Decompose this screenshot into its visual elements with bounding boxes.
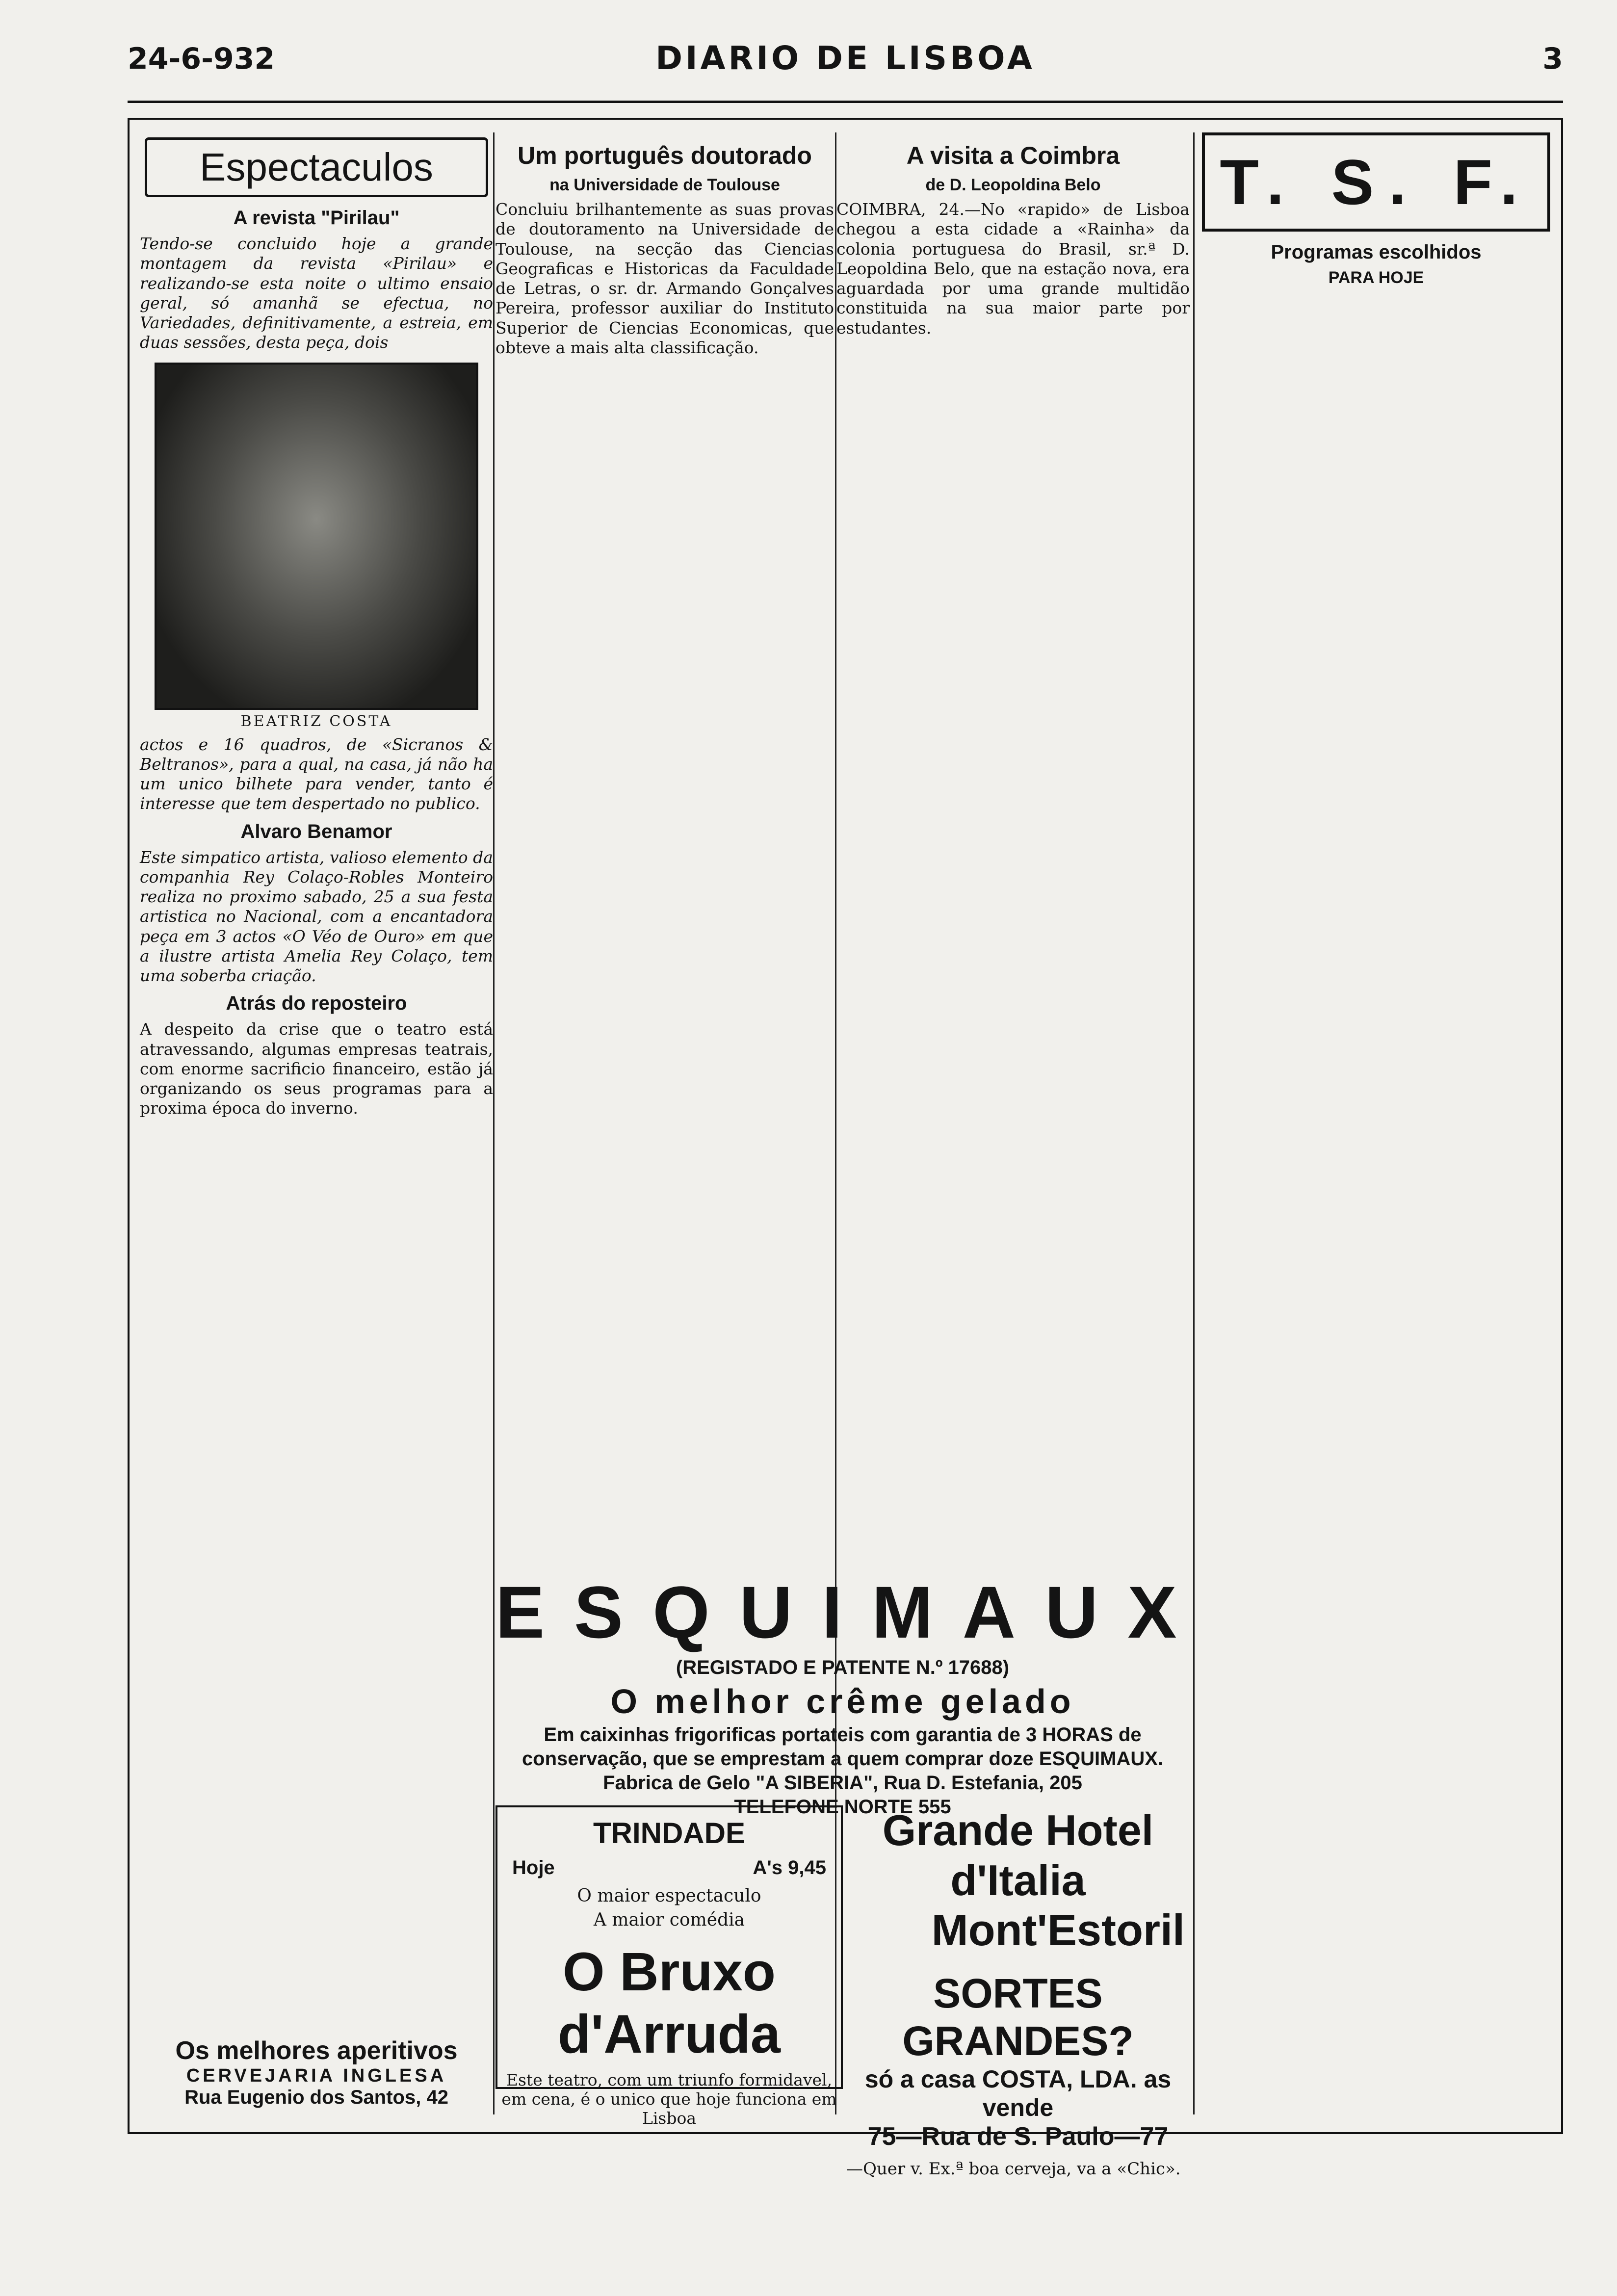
ad-text: Em caixinhas frigorificas portateis com garantia de 3 HORAS de [544, 1724, 1142, 1746]
subheadline: PARA HOJE [1328, 268, 1424, 287]
headline: Um português doutorado [518, 142, 812, 169]
masthead [128, 34, 1563, 93]
ad-headline: SORTES GRANDES? [902, 1970, 1134, 2064]
hotel-advertisement [846, 1805, 1190, 2179]
ad-address: Rua Eugenio dos Santos, 42 [184, 2087, 448, 2108]
article-text: Concluiu brilhantemente as suas provas de doutoramento na Universidade de Toulouse, na secção das Ciencias Geograficas e Historicas da Faculdade de Letras, o sr. dr. Armando Gonçalves Pereira, professor auxiliar do Instituto Superior de Ciencias Economicas, que obteve a mais alta classificação. [496, 200, 834, 357]
masthead-rule [128, 101, 1563, 103]
ad-headline: O melhor crême gelado [610, 1682, 1075, 1721]
ad-day: Hoje [512, 1857, 555, 1879]
trindade-advertisement [496, 1805, 843, 2128]
ad-text: A maior comédia [593, 1910, 745, 1930]
issue-date: 24-6-932 [128, 42, 275, 76]
photo-caption: BEATRIZ COSTA [240, 712, 392, 730]
ad-text: CERVEJARIA INGLESA [186, 2065, 447, 2086]
column-divider [1193, 132, 1195, 2114]
ad-schedule [497, 1857, 841, 1879]
ad-text: conservação, que se emprestam a quem comprar doze ESQUIMAUX. [522, 1748, 1164, 1770]
ad-text: TELEFONE NORTE 555 [734, 1796, 951, 1818]
article-text: COIMBRA, 24.—No «rapido» de Lisboa chegou a esta cidade a «Rainha» da colonia portuguesa do Brasil, sr.ª D. Leopoldina Belo, que na estação nova, era aguardada por uma grande multidão constituida na sua maior parte por estudantes. [836, 200, 1190, 338]
subheadline: de D. Leopoldina Belo [925, 176, 1101, 194]
ad-text: —Quer v. Ex.ª boa cerveja, va a «Chic». [846, 2159, 1181, 2179]
aperitivos-advertisement [140, 2036, 493, 2110]
headline: A revista "Pirilau" [233, 207, 400, 229]
ad-text: Mont'Estoril [931, 1906, 1185, 1955]
headline: A visita a Coimbra [906, 142, 1120, 169]
ad-text: só a casa COSTA, LDA. as vende [864, 2065, 1172, 2121]
portrait-photo [155, 363, 478, 710]
tsf-title: T. S. F. [1202, 132, 1550, 232]
column-1 [140, 132, 493, 2114]
ad-text: (REGISTADO E PATENTE N.º 17688) [676, 1657, 1010, 1678]
esquimaux-advertisement [496, 1570, 1206, 1818]
newspaper-title: DIARIO DE LISBOA [655, 39, 1035, 77]
article-text: Este simpatico artista, valioso elemento da companhia Rey Colaço-Robles Monteiro realiza no proximo sabado, 25 a sua festa artistica no Nacional, com a encantadora peça em 3 actos «O Véo de Ouro» em que a ilustre artista Amelia Rey Colaço, tem uma soberba criação. [140, 847, 493, 985]
headline: Alvaro Benamor [240, 820, 392, 842]
article-text: Tendo-se concluido hoje a grande montagem da revista «Pirilau» e realizando-se esta noite o ultimo ensaio geral, só amanhã se efectua, no Variedades, definitivamente, a estreia, em duas sessões, desta peça, dois [140, 234, 493, 352]
ad-brand: ESQUIMAUX [496, 1571, 1206, 1653]
ad-text: O maior espectaculo [577, 1886, 761, 1906]
ad-title: TRINDADE [593, 1817, 745, 1850]
ad-play-title: O Bruxo d'Arruda [558, 1942, 781, 2064]
headline: Atrás do reposteiro [226, 992, 407, 1015]
subheadline: na Universidade de Toulouse [549, 176, 780, 194]
ad-title: Os melhores aperitivos [175, 2036, 458, 2065]
article-text: A despeito da crise que o teatro está atravessando, algumas empresas teatrais, com enorme sacrificio financeiro, estão já organizando os seus programas para a proxima época do inverno. [140, 1019, 493, 1118]
ad-address: 75—Rua de S. Paulo—77 [867, 2122, 1169, 2151]
ad-text: Fabrica de Gelo "A SIBERIA", Rua D. Estefania, 205 [603, 1772, 1082, 1794]
column-4 [1197, 132, 1555, 2114]
article-text: actos e 16 quadros, de «Sicranos & Beltranos», para a qual, na casa, já não ha um unico bilhete para vender, tanto é interesse que tem despertado no publico. [140, 734, 493, 813]
page-number: 3 [1542, 42, 1563, 76]
section-title: Espectaculos [145, 137, 488, 197]
ad-title: Grande Hotel d'Italia [882, 1806, 1154, 1905]
column-divider [493, 132, 495, 2114]
ad-time: A's 9,45 [753, 1857, 826, 1879]
headline: Programas escolhidos [1271, 241, 1482, 263]
ad-text: Este teatro, com um triunfo formidavel, em cena, é o unico que hoje funciona em Lisboa [501, 2070, 837, 2128]
